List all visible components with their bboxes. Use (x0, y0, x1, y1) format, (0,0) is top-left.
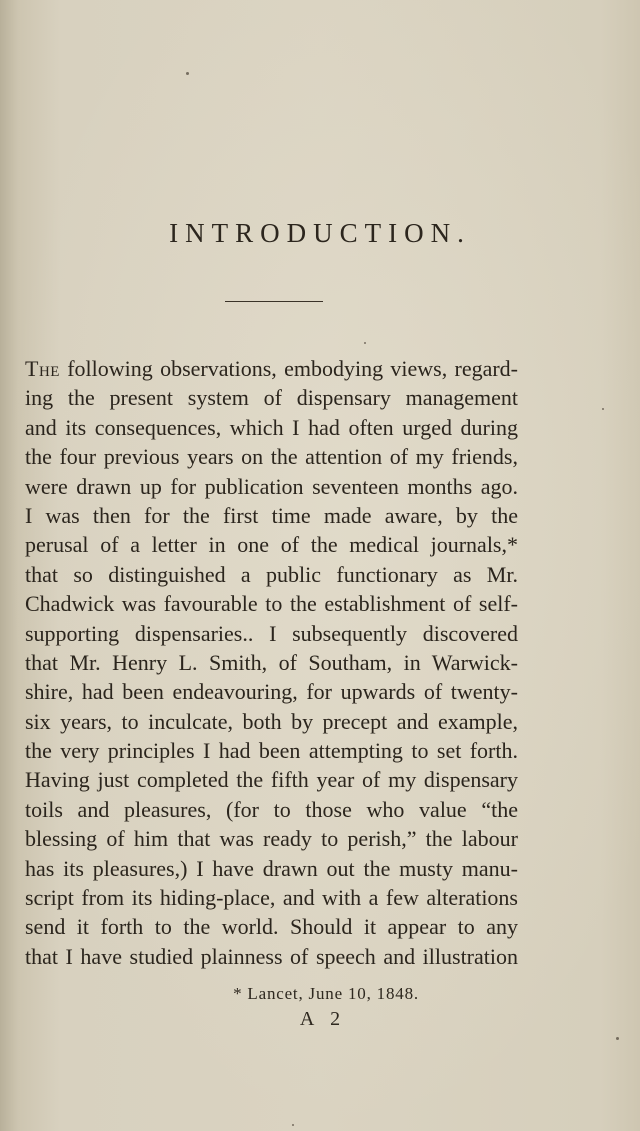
body-line: Having just completed the fifth year of my dispensary (25, 767, 518, 793)
body-line: and its consequences, which I had often urged during (25, 414, 518, 440)
body-line: the four previous years on the attention of my friends, (25, 444, 518, 470)
body-line: has its pleasures,) I have drawn out the musty manu- (25, 855, 518, 881)
body-line: script from its hiding-place, and with a few alterations (25, 885, 518, 911)
paper-speck (292, 1124, 294, 1126)
body-line: send it forth to the world. Should it appear to any (25, 914, 518, 940)
body-line: perusal of a letter in one of the medical journals,* (25, 532, 518, 558)
body-line: Chadwick was favourable to the establishment of self- (25, 591, 518, 617)
first-word: The (25, 356, 60, 381)
paper-speck (602, 408, 604, 410)
body-line: ing the present system of dispensary management (25, 385, 518, 411)
heading-rule (225, 301, 323, 302)
body-line: supporting dispensaries.. I subsequently discovered (25, 620, 518, 646)
paper-speck (186, 72, 189, 75)
body-line: toils and pleasures, (for to those who value “the (25, 796, 518, 822)
body-line: were drawn up for publication seventeen months ago. (25, 473, 518, 499)
paper-speck (364, 342, 366, 344)
body-line: six years, to inculcate, both by precept and example, (25, 708, 518, 734)
body-line: the very principles I had been attempting to set forth. (25, 738, 518, 764)
body-line-1-rest: following observations, embodying views, regard- (59, 356, 518, 381)
body-line-1 (25, 354, 518, 383)
body-line: that I have studied plainness of speech and illustration (25, 943, 518, 969)
body-line: that Mr. Henry L. Smith, of Southam, in Warwick- (25, 649, 518, 675)
chapter-heading: INTRODUCTION. (169, 218, 471, 248)
body-line: I was then for the first time made aware, by the (25, 502, 518, 528)
body-line: that so distinguished a public functionary as Mr. (25, 561, 518, 587)
body-text (25, 354, 518, 971)
signature-mark: A 2 (299, 1008, 347, 1030)
paper-speck (616, 1037, 619, 1040)
footnote: * Lancet, June 10, 1848. (233, 984, 419, 1003)
body-line: blessing of him that was ready to perish,” the labour (25, 826, 518, 852)
body-line: shire, had been endeavouring, for upwards of twenty- (25, 679, 518, 705)
